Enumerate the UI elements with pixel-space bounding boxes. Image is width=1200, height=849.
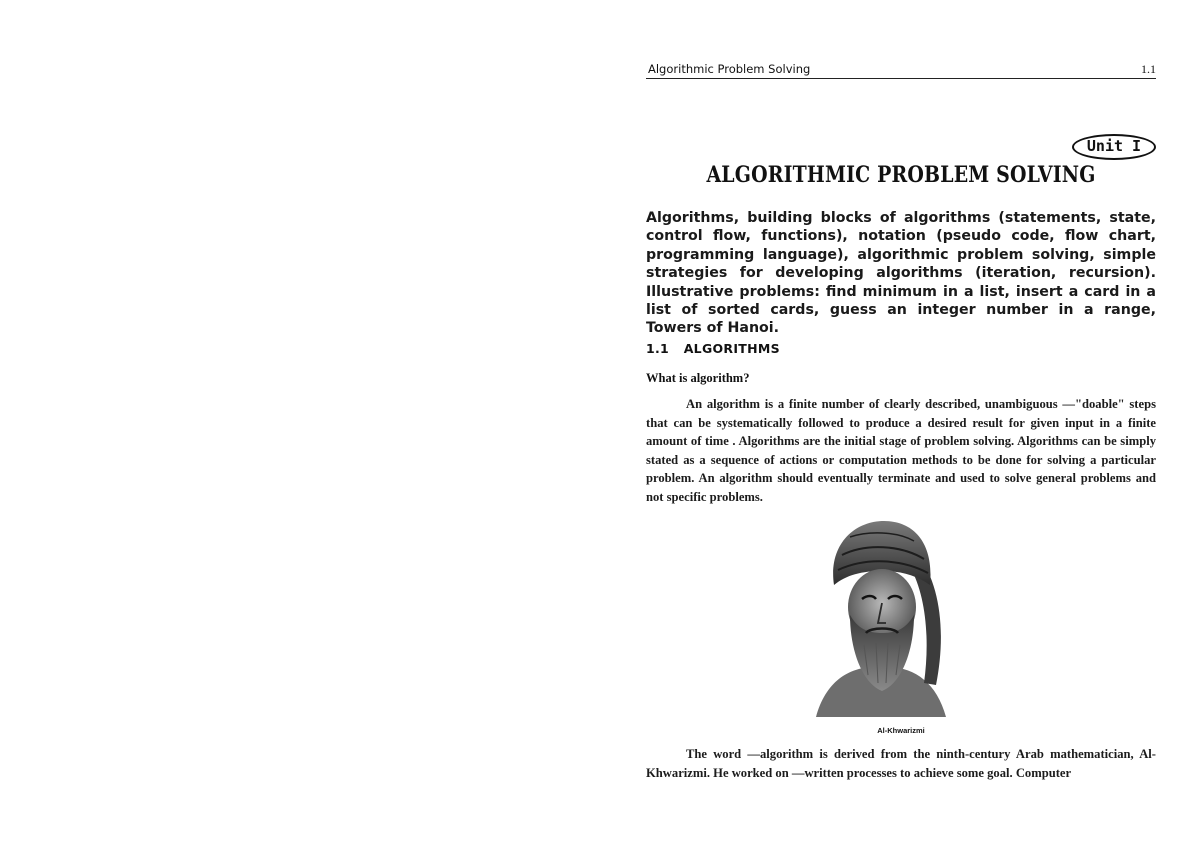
running-header — [646, 62, 1156, 79]
chapter-title: ALGORITHMIC PROBLEM SOLVING — [706, 162, 1096, 188]
document-page — [646, 0, 1156, 849]
section-number: 1.1 — [646, 341, 670, 356]
page-number: 1.1 — [1141, 62, 1156, 76]
figure-caption: Al-Khwarizmi — [877, 726, 925, 735]
paragraph-definition: An algorithm is a finite number of clearly described, unambiguous —"doable" steps that can be systematically followed to produce a desired result for given input in a finite amount of time . Algorithms are the initial stage of problem solving. Algorithms can be simply stated as a sequence of actions or computation methods to be done for solving a particular problem. An algorithm should eventually terminate and used to solve general problems and not specific problems. — [646, 397, 1156, 504]
unit-badge: Unit I — [1072, 134, 1156, 160]
section-title: ALGORITHMS — [683, 341, 780, 356]
syllabus-summary: Algorithms, building blocks of algorithms (statements, state, control flow, functions), notation (pseudo code, flow chart, programming language), algorithmic problem solving, simple strategies for developing algorithms (iteration, recursion). Illustrative problems: find minimum in a list, insert a card in a list of sorted cards, guess an integer number in a range, Towers of Hanoi. — [646, 210, 1156, 337]
portrait-image — [806, 515, 956, 717]
section-heading — [646, 341, 780, 356]
subheading: What is algorithm? — [646, 371, 750, 385]
paragraph-etymology: The word —algorithm is derived from the ninth-century Arab mathematician, Al-Khwarizmi. He worked on —written processes to achieve some goal. Computer — [646, 747, 1156, 780]
running-header-title: Algorithmic Problem Solving — [648, 62, 811, 76]
